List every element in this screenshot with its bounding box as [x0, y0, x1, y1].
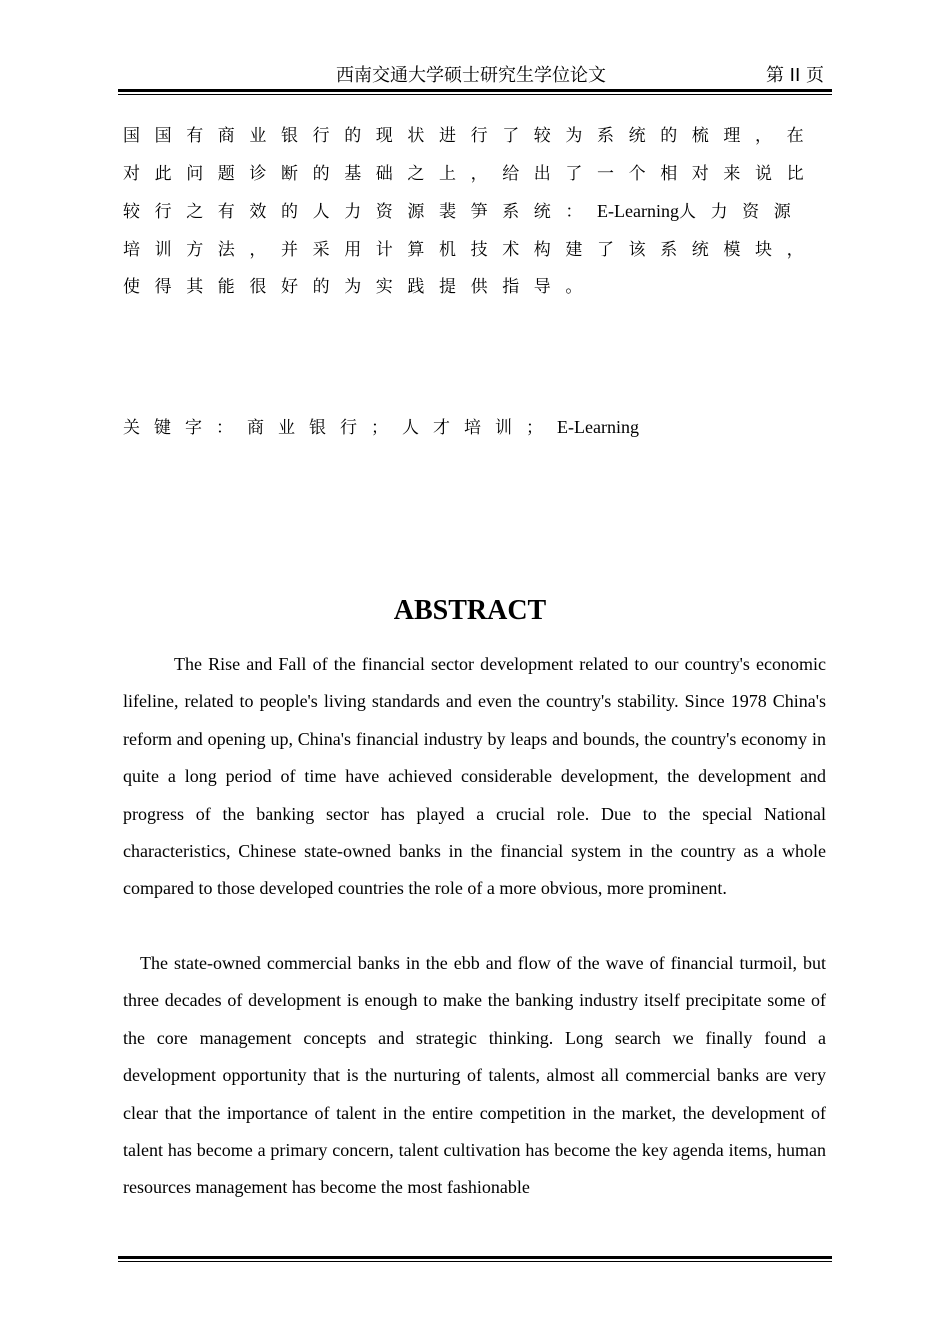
keywords-label: 关键字：: [123, 418, 247, 438]
keywords-line: [123, 410, 639, 445]
footer-rule-thick: [118, 1256, 832, 1259]
keywords-en: E-Learning: [557, 417, 639, 437]
chinese-abstract-text-2: 人力资源培训方法，并采用计算机技术构建了该系统模块，使得其能很好的为实践提供指导。: [123, 202, 819, 297]
header-rule-thick: [118, 89, 832, 92]
page-header: [118, 64, 832, 92]
abstract-title: ABSTRACT: [393, 595, 547, 626]
chinese-abstract-paragraph: [123, 118, 826, 307]
footer-rule-thin: [118, 1261, 832, 1262]
chinese-abstract-text-1: 国国有商业银行的现状进行了较为系统的梳理，在对此问题诊断的基础之上，给出了一个相对来说比较行之有效的人力资源裴笋系统：: [123, 126, 819, 222]
chinese-abstract-term: E-Learning: [597, 201, 679, 221]
abstract-paragraph-2: The state-owned commercial banks in the ebb and flow of the wave of financial turmoil, but three decades of development is enough to make the banking industry itself precipitate some of the core management concepts and strategic thinking. Long search we finally found a development opportunity that is the nurturing of talents, almost all commercial banks are very clear that the importance of talent in the entire competition in the market, the development of talent has become a primary concern, talent cultivation has become the key agenda items, human resources management has become the most fashionable: [123, 953, 826, 1198]
thesis-title: 西南交通大学硕士研究生学位论文: [336, 65, 606, 86]
keywords-cn: 商业银行；人才培训；: [247, 418, 557, 438]
page-number: 第 II 页: [765, 65, 824, 86]
header-rule-thin: [118, 94, 832, 95]
abstract-paragraph-1: The Rise and Fall of the financial sector development related to our country's economic lifeline, related to people's living standards and even the country's stability. Since 1978 China's reform and opening up, China's financial industry by leaps and bounds, the country's economy in quite a long period of time have achieved considerable development, the development and progress of the banking sector has played a crucial role. Due to the special National characteristics, Chinese state-owned banks in the financial system in the country as a whole compared to those developed countries the role of a more obvious, more prominent.: [123, 654, 826, 899]
